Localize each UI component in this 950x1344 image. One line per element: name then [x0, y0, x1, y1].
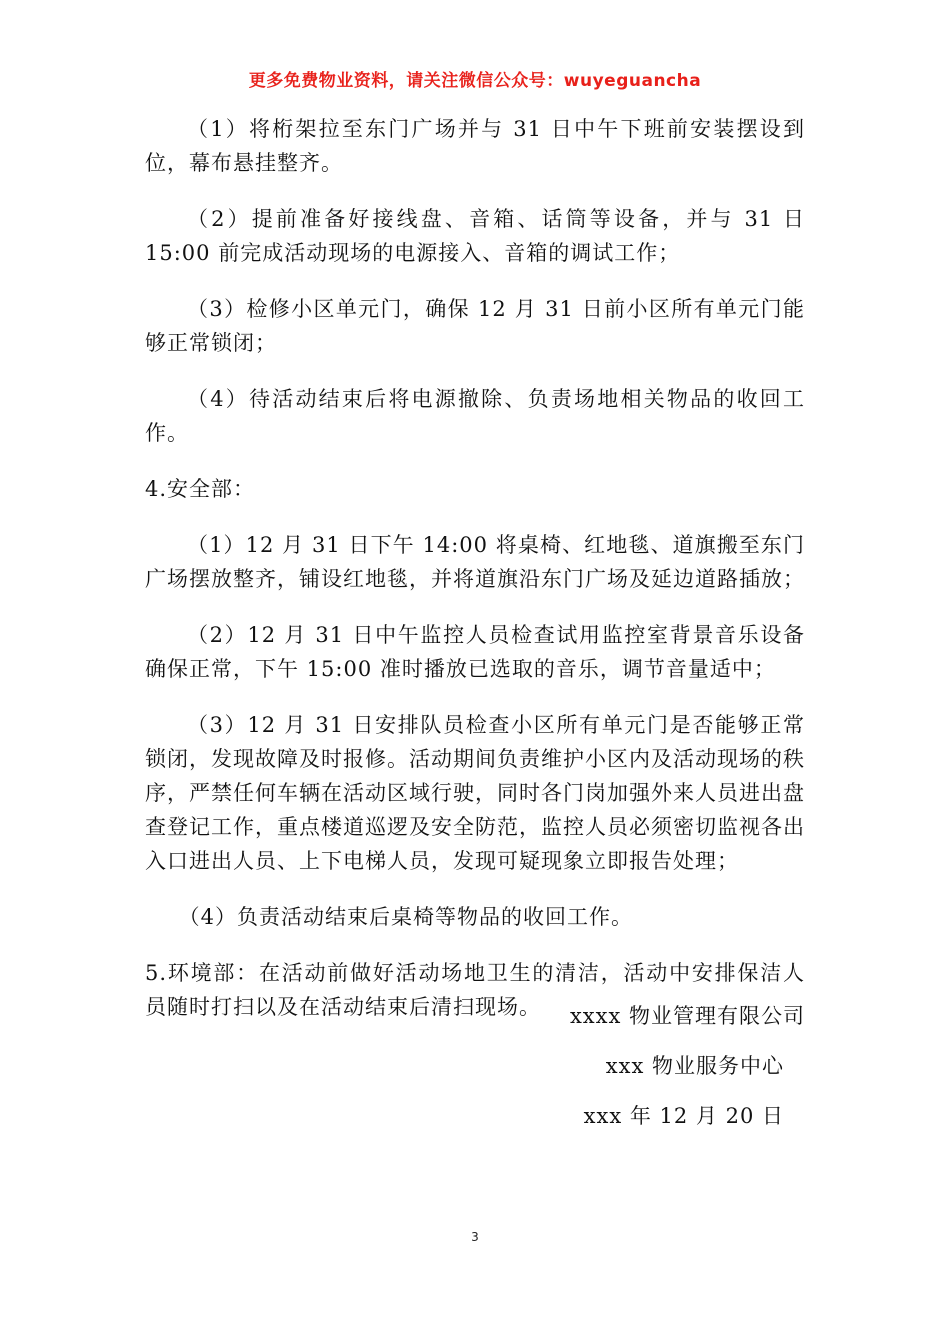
- paragraph-engineering-1: （1）将桁架拉至东门广场并与 31 日中午下班前安装摆设到位，幕布悬挂整齐。: [145, 117, 805, 175]
- signature-company: xxxx 物业管理有限公司: [569, 1004, 805, 1028]
- signature-center: xxx 物业服务中心: [605, 1054, 784, 1078]
- paragraph-engineering-3: （3）检修小区单元门，确保 12 月 31 日前小区所有单元门能够正常锁闭；: [145, 297, 805, 355]
- signature-date: xxx 年 12 月 20 日: [583, 1104, 784, 1128]
- paragraph-environment: 5.环境部：在活动前做好活动场地卫生的清洁，活动中安排保洁人员随时打扫以及在活动结束后清扫现场。: [145, 961, 805, 1019]
- paragraph-engineering-4: （4）待活动结束后将电源撤除、负责场地相关物品的收回工作。: [145, 387, 805, 445]
- document-body: [145, 112, 805, 1046]
- page-number: 3: [471, 1230, 479, 1244]
- paragraph-security-3: （3）12 月 31 日安排队员检查小区所有单元门是否能够正常锁闭，发现故障及时报修。活动期间负责维护小区内及活动现场的秩序，严禁任何车辆在活动区域行驶，同时各门岗加强外来人员进出盘查登记工作，重点楼道巡逻及安全防范，监控人员必须密切监视各出入口进出人员、上下电梯人员，发现可疑现象立即报告处理；: [145, 713, 805, 873]
- promo-header: 更多免费物业资料，请关注微信公众号：wuyeguancha: [248, 71, 702, 91]
- paragraph-security-2: （2）12 月 31 日中午监控人员检查试用监控室背景音乐设备确保正常，下午 15:00 准时播放已选取的音乐，调节音量适中；: [145, 623, 805, 681]
- paragraph-security-1: （1）12 月 31 日下午 14:00 将桌椅、红地毯、道旗搬至东门广场摆放整齐，铺设红地毯，并将道旗沿东门广场及延边道路插放；: [145, 533, 805, 591]
- section-heading-security: 4.安全部：: [145, 477, 256, 501]
- paragraph-security-4: （4）负责活动结束后桌椅等物品的收回工作。: [178, 905, 633, 929]
- paragraph-engineering-2: （2）提前准备好接线盘、音箱、话筒等设备，并与 31 日 15:00 前完成活动现场的电源接入、音箱的调试工作；: [145, 207, 805, 265]
